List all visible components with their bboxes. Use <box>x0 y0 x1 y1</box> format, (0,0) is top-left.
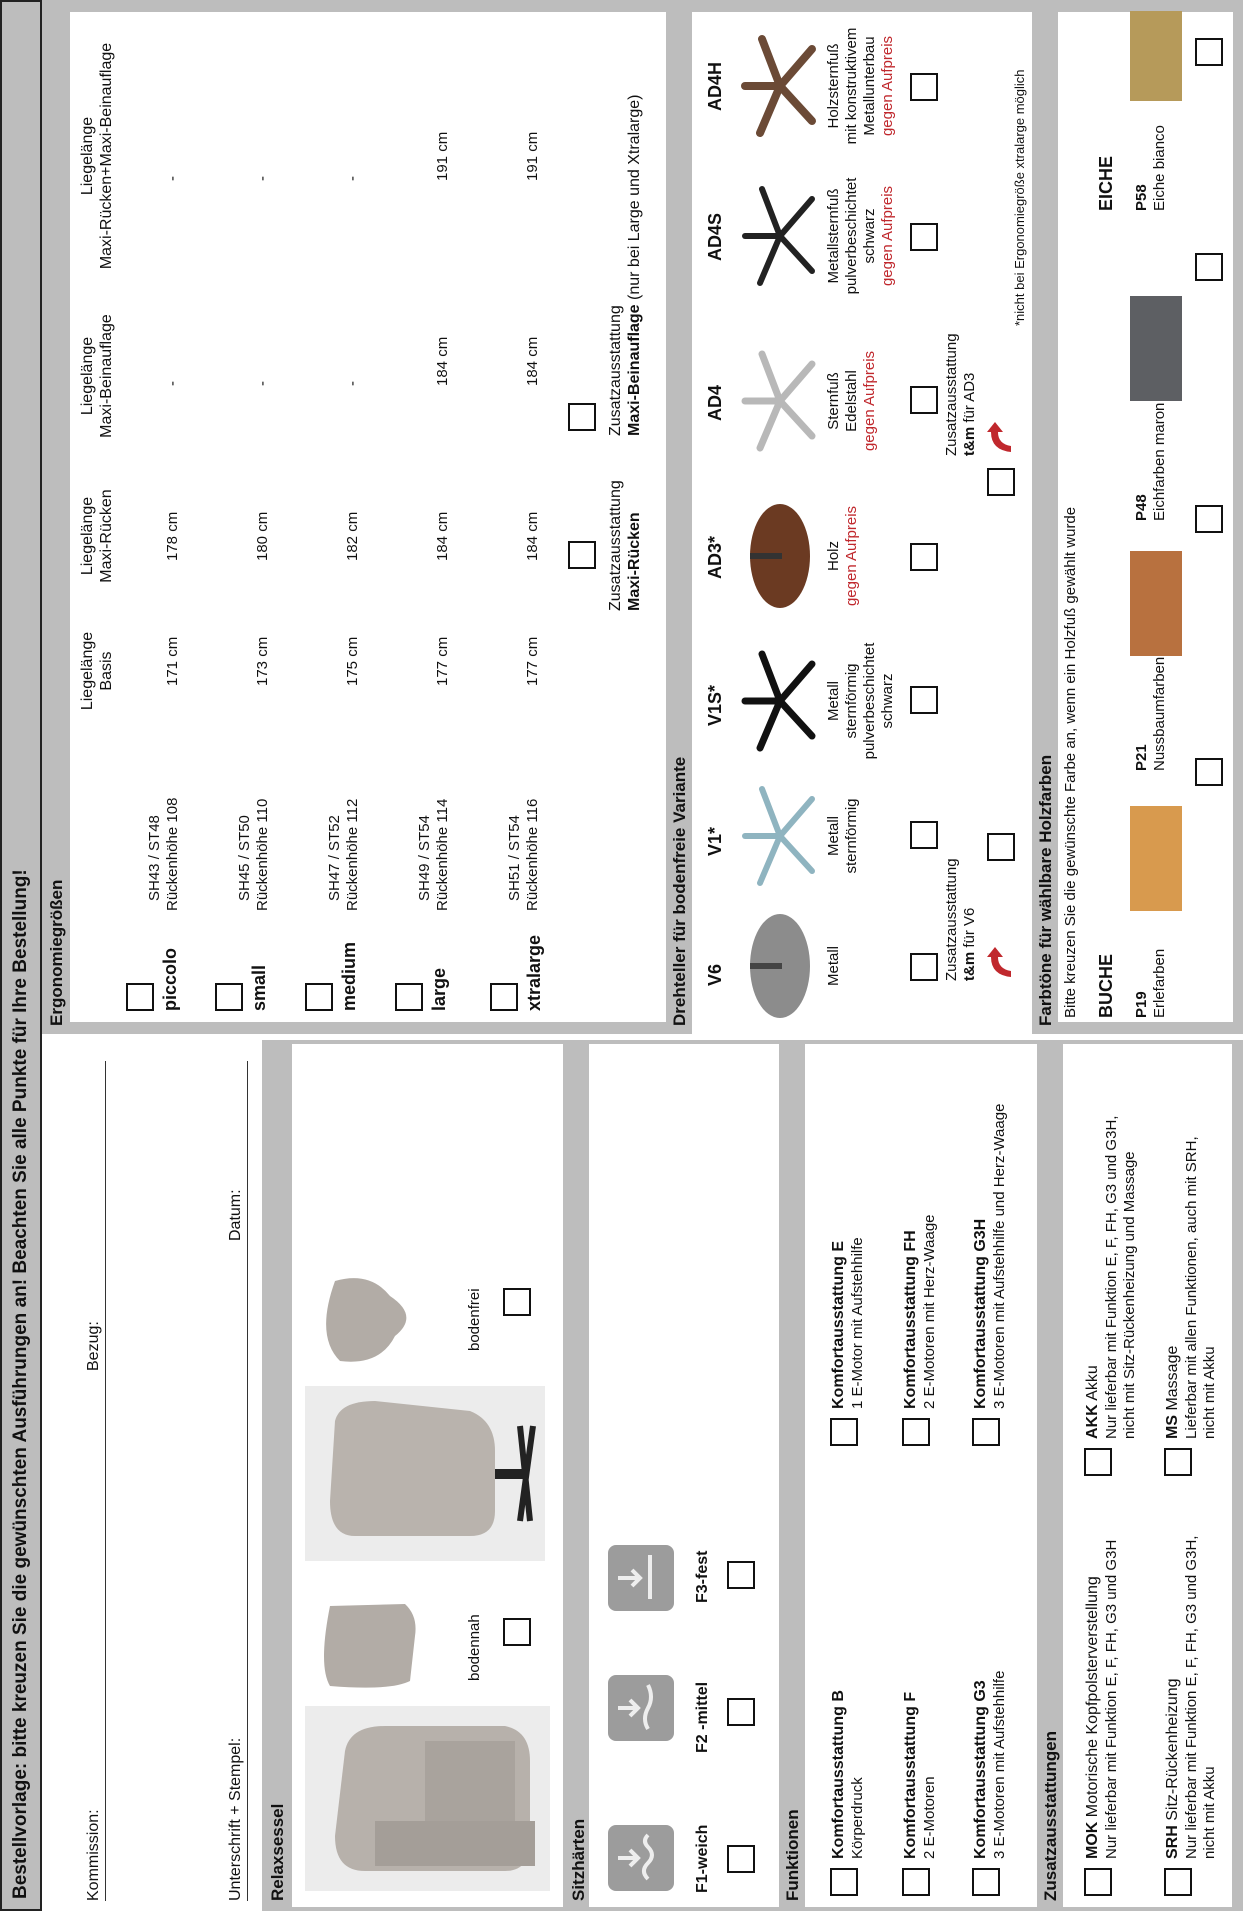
datum-label: Datum: <box>227 1189 244 1241</box>
zusatz-side <box>1063 1907 1243 1911</box>
ad4-desc <box>825 341 879 461</box>
srh-code: SRH <box>1164 1825 1181 1859</box>
p48-checkbox[interactable] <box>1195 253 1223 281</box>
medium-maxi-rb: - <box>344 176 361 181</box>
small-maxi-b: - <box>254 381 271 386</box>
header-title: Bestellvorlage: bitte kreuzen Sie die gewünschten Ausführungen an! Beachten Sie alle Punkte für Ihre Bestellung! <box>10 869 31 1899</box>
komfort-fh-checkbox[interactable] <box>902 1418 930 1446</box>
v1s-code: V1S* <box>705 684 725 726</box>
komfort-e-desc: 1 E-Motor mit Aufstehhilfe <box>849 1237 866 1409</box>
ad4h-desc-1: mit konstruktivem <box>843 27 860 145</box>
ad3-desc-0: Holz <box>825 541 842 572</box>
ad4h-checkbox[interactable] <box>910 73 938 101</box>
xtralarge-label: xtralarge <box>524 934 544 1011</box>
buche-label: BUCHE <box>1096 953 1116 1018</box>
relax-side-r <box>292 1040 567 1044</box>
col-maxi-ruecken-l1: Liegelänge <box>79 496 96 576</box>
f1-checkbox[interactable] <box>727 1845 755 1873</box>
bodenfrei-label: bodenfrei <box>466 1288 483 1351</box>
large-rh: Rückenhöhe 114 <box>434 798 451 911</box>
tm-logo-icon <box>985 941 1015 981</box>
ad3-checkbox[interactable] <box>910 543 938 571</box>
f1-label: F1-weich <box>694 1824 711 1893</box>
maxi-bein-addon <box>606 95 644 437</box>
large-sh: SH49 / ST54 <box>416 815 433 901</box>
bezug-label: Bezug: <box>85 1321 102 1371</box>
p21-name: Nussbaumfarben <box>1151 656 1168 771</box>
zusatz-title: Zusatzausstattungen <box>1041 1730 1060 1901</box>
v6-desc-0: Metall <box>825 946 842 987</box>
komfort-g3-name: Komfortausstattung G3 <box>972 1680 989 1859</box>
p19-checkbox[interactable] <box>1195 758 1223 786</box>
ad4-desc-1: Edelstahl <box>843 370 860 432</box>
maxi-ruecken-checkbox[interactable] <box>568 541 596 569</box>
ad4h-icon <box>740 31 820 141</box>
bodenfrei-checkbox[interactable] <box>503 1288 531 1316</box>
bodennah-checkbox[interactable] <box>503 1618 531 1646</box>
ms-note2: nicht mit Akku <box>1201 1346 1218 1439</box>
akk-code: AKK <box>1084 1404 1101 1439</box>
mok-title <box>1083 1576 1102 1859</box>
small-rh: Rückenhöhe 110 <box>254 798 271 911</box>
ms-name: Massage <box>1164 1345 1181 1411</box>
p58-code: P58 <box>1133 184 1150 211</box>
v1-desc-1: sternförmig <box>843 798 860 874</box>
large-checkbox[interactable] <box>395 983 423 1011</box>
col-maxi-bein-l1: Liegelänge <box>79 336 96 416</box>
farb-subtitle: Bitte kreuzen Sie die gewünschte Farbe an, wenn ein Holzfuß gewählt wurde <box>1062 506 1079 1018</box>
col-basis <box>78 621 116 721</box>
col-maxi-bein-l2: Maxi-Beinauflage <box>98 314 115 438</box>
v1-icon <box>740 781 820 891</box>
f3-label: F3-fest <box>694 1550 711 1603</box>
maxi-bein-checkbox[interactable] <box>568 403 596 431</box>
ad4s-icon <box>740 181 820 291</box>
ad4h-desc-2: Metallunterbau <box>861 36 878 136</box>
piccolo-maxi-rb: - <box>164 176 181 181</box>
small-sh: SH45 / ST50 <box>236 815 253 901</box>
dreh-footnote: *nicht bei Ergonomiegröße xtralarge möglich <box>1012 69 1027 326</box>
v1s-checkbox[interactable] <box>910 686 938 714</box>
ms-title <box>1163 1346 1182 1439</box>
v1s-desc-1: sternförmig <box>843 663 860 739</box>
small-basis: 173 cm <box>254 636 271 686</box>
p58-name: Eiche bianco <box>1151 125 1168 211</box>
ad3-price: gegen Aufpreis <box>843 505 860 607</box>
ad4-code: AD4 <box>705 384 725 421</box>
ad4-desc-0: Sternfuß <box>825 372 842 430</box>
komfort-f-checkbox[interactable] <box>902 1868 930 1896</box>
ad4-price: gegen Aufpreis <box>861 350 878 452</box>
p21-checkbox[interactable] <box>1195 505 1223 533</box>
ad4s-desc <box>825 166 897 306</box>
ergo-title: Ergonomiegrößen <box>47 879 66 1026</box>
p21-swatch <box>1130 551 1182 656</box>
v1s-icon <box>740 646 820 756</box>
large-label: large <box>429 967 449 1011</box>
v1s-desc <box>825 636 897 766</box>
komfort-e-checkbox[interactable] <box>830 1418 858 1446</box>
farb-title: Farbtöne für wählbare Holzfarben <box>1036 754 1055 1026</box>
large-maxi-rb: 191 cm <box>434 131 451 181</box>
ad4h-desc-0: Holzsternfuß <box>825 43 842 129</box>
ad4-icon <box>740 346 820 456</box>
tm-v6-l1: Zusatzausstattung <box>943 858 960 981</box>
maxi-ruecken-addon <box>606 480 644 611</box>
col-maxi-both <box>78 21 116 291</box>
komfort-g3h-name: Komfortausstattung G3H <box>972 1218 989 1409</box>
medium-checkbox[interactable] <box>305 983 333 1011</box>
maxi-bein-addon-l2: Maxi-Beinauflage <box>626 304 643 436</box>
komfort-b-name: Komfortausstattung B <box>830 1690 847 1859</box>
xtralarge-checkbox[interactable] <box>490 983 518 1011</box>
komfort-b-desc: Körperdruck <box>849 1777 866 1859</box>
small-checkbox[interactable] <box>215 983 243 1011</box>
f3-icon <box>608 1545 674 1611</box>
v1s-desc-3: schwarz <box>879 673 896 729</box>
xtralarge-rh: Rückenhöhe 116 <box>524 798 541 911</box>
f1-icon <box>608 1825 674 1891</box>
p48-swatch <box>1130 296 1182 401</box>
piccolo-label: piccolo <box>160 947 180 1011</box>
relax-bar <box>262 1040 292 1911</box>
tm-v6-checkbox[interactable] <box>987 833 1015 861</box>
xtralarge-basis: 177 cm <box>524 636 541 686</box>
right-gap <box>42 1034 1243 1040</box>
p21-code: P21 <box>1133 744 1150 771</box>
medium-maxi-r: 182 cm <box>344 511 361 561</box>
funktionen-bar <box>779 1040 805 1911</box>
srh-checkbox[interactable] <box>1164 1868 1192 1896</box>
piccolo-maxi-r: 178 cm <box>164 511 181 561</box>
v1s-desc-2: pulverbeschichtet <box>861 642 878 760</box>
funktionen-side-r <box>805 1040 1037 1044</box>
ad3-code: AD3* <box>705 535 725 579</box>
komfort-g3-desc: 3 E-Motoren mit Aufstehhilfe <box>991 1670 1008 1859</box>
mok-name: Motorische Kopfpolsterverstellung <box>1084 1576 1101 1818</box>
ms-code: MS <box>1164 1415 1181 1439</box>
p48-code: P48 <box>1133 494 1150 521</box>
komfort-g3h-checkbox[interactable] <box>972 1418 1000 1446</box>
bodenfrei-side <box>310 1266 430 1376</box>
medium-label: medium <box>339 941 359 1011</box>
col-basis-l2: Basis <box>98 651 115 691</box>
tm-ad3-checkbox[interactable] <box>987 468 1015 496</box>
xtralarge-maxi-b: 184 cm <box>524 336 541 386</box>
komfort-b-checkbox[interactable] <box>830 1868 858 1896</box>
piccolo-checkbox[interactable] <box>126 983 154 1011</box>
bodennah-photo <box>305 1706 550 1891</box>
xtralarge-maxi-r: 184 cm <box>524 511 541 561</box>
komfort-e-name: Komfortausstattung E <box>830 1241 847 1409</box>
dreh-title: Drehteller für bodenfreie Variante <box>670 756 689 1026</box>
v1s-desc-0: Metall <box>825 681 842 722</box>
ad3-desc <box>825 496 861 616</box>
v6-icon <box>745 911 815 1021</box>
ms-note: Lieferbar mit allen Funktionen, auch mit SRH, <box>1183 1136 1200 1439</box>
v1-checkbox[interactable] <box>910 821 938 849</box>
unterschrift-label: Unterschrift + Stempel: <box>227 1737 244 1901</box>
zusatz-side-r <box>1063 1040 1243 1044</box>
v1-desc-0: Metall <box>825 816 842 857</box>
ergo-right <box>70 0 666 12</box>
tm-ad3 <box>943 333 979 456</box>
funktionen-title: Funktionen <box>783 1809 802 1901</box>
v6-code: V6 <box>705 963 725 986</box>
sitz-side-r <box>589 1040 779 1044</box>
ad4h-code: AD4H <box>705 61 725 111</box>
srh-note2: nicht mit Akku <box>1201 1766 1218 1859</box>
ad3-icon <box>745 501 815 611</box>
komfort-fh-desc: 2 E-Motoren mit Herz-Waage <box>921 1214 938 1409</box>
komfort-f-desc: 2 E-Motoren <box>921 1776 938 1859</box>
col-basis-l1: Liegelänge <box>79 631 96 711</box>
ad4-checkbox[interactable] <box>910 386 938 414</box>
funktionen-side <box>805 1907 1037 1911</box>
large-basis: 177 cm <box>434 636 451 686</box>
xtralarge-sh: SH51 / ST54 <box>506 815 523 901</box>
medium-rh: Rückenhöhe 112 <box>344 798 361 911</box>
sitz-side <box>589 1907 779 1911</box>
col-maxi-ruecken <box>78 471 116 601</box>
relax-bottom <box>563 1040 589 1911</box>
sitz-title: Sitzhärten <box>569 1818 588 1901</box>
akk-note: Nur lieferbar mit Funktion E, F, FH, G3 und G3H, <box>1103 1115 1120 1439</box>
akk-name: Akku <box>1084 1365 1101 1401</box>
bodennah-label: bodennah <box>466 1614 483 1681</box>
bodennah-side <box>310 1591 425 1696</box>
p19 <box>1133 949 1169 1018</box>
akk-checkbox[interactable] <box>1084 1448 1112 1476</box>
akk-title <box>1083 1365 1102 1439</box>
large-maxi-b: 184 cm <box>434 336 451 386</box>
tm-ad3-l2: t&m <box>961 426 978 456</box>
tm-ad3-l1: Zusatzausstattung <box>943 333 960 456</box>
small-label: small <box>249 964 269 1011</box>
p48 <box>1133 403 1169 521</box>
v6-desc <box>825 916 843 1016</box>
akk-note2: nicht mit Sitz-Rückenheizung und Massage <box>1121 1151 1138 1439</box>
relax-side <box>292 1907 567 1911</box>
ad4s-code: AD4S <box>705 212 725 261</box>
farb-left <box>1058 1022 1243 1034</box>
p48-name: Eichfarben maron <box>1151 402 1168 521</box>
f2-label: F2 -mittel <box>694 1681 711 1753</box>
dreh-right <box>692 0 1032 12</box>
bottom-bar <box>1233 0 1243 1034</box>
komfort-g3h-desc: 3 E-Motoren mit Aufstehhilfe und Herz-Waage <box>991 1103 1008 1409</box>
ergo-left <box>70 1022 666 1034</box>
p19-swatch <box>1130 806 1182 911</box>
srh-name: Sitz-Rückenheizung <box>1164 1678 1181 1821</box>
small-maxi-r: 180 cm <box>254 511 271 561</box>
ad4s-checkbox[interactable] <box>910 223 938 251</box>
tm-v6-l3: für V6 <box>961 907 978 952</box>
maxi-ruecken-addon-l2: Maxi-Rücken <box>626 512 643 611</box>
col-maxi-both-l1: Liegelänge <box>79 116 96 196</box>
bodenfrei-photo <box>305 1386 545 1561</box>
tm-ad3-l3: für AD3 <box>961 372 978 427</box>
mok-code: MOK <box>1084 1821 1101 1859</box>
small-maxi-rb: - <box>254 176 271 181</box>
v1-code: V1* <box>705 826 725 856</box>
ad4s-desc-1: pulverbeschichtet <box>843 177 860 295</box>
tm-v6 <box>943 858 979 981</box>
komfort-f-name: Komfortausstattung F <box>902 1691 919 1859</box>
large-maxi-r: 184 cm <box>434 511 451 561</box>
tm-logo-icon <box>985 416 1015 456</box>
ms-checkbox[interactable] <box>1164 1448 1192 1476</box>
f2-icon <box>608 1675 674 1741</box>
p58-swatch <box>1130 11 1182 101</box>
p19-code: P19 <box>1133 991 1150 1018</box>
piccolo-rh: Rückenhöhe 108 <box>164 797 181 911</box>
col-maxi-bein <box>78 296 116 456</box>
kommission-label: Kommission: <box>85 1809 102 1901</box>
v6-checkbox[interactable] <box>910 953 938 981</box>
p21 <box>1133 657 1169 771</box>
unterschrift-line[interactable] <box>247 1061 248 1901</box>
piccolo-sh: SH43 / ST48 <box>146 815 163 901</box>
srh-title <box>1163 1678 1182 1859</box>
komfort-fh-name: Komfortausstattung FH <box>902 1230 919 1409</box>
ad4s-desc-2: schwarz <box>861 208 878 264</box>
ad4h-price: gegen Aufpreis <box>879 35 896 137</box>
mok-note: Nur lieferbar mit Funktion E, F, FH, G3 und G3H <box>1103 1539 1120 1859</box>
f2-checkbox[interactable] <box>727 1698 755 1726</box>
mok-checkbox[interactable] <box>1084 1868 1112 1896</box>
zusatz-bottom <box>1232 1040 1243 1911</box>
v1-desc <box>825 781 861 891</box>
p58-checkbox[interactable] <box>1195 38 1223 66</box>
ad4s-desc-0: Metallsternfuß <box>825 188 842 284</box>
col-maxi-both-l2: Maxi-Rücken+Maxi-Beinauflage <box>98 42 115 270</box>
kommission-line[interactable] <box>105 1061 106 1901</box>
p58 <box>1133 125 1169 211</box>
maxi-bein-addon-l3: (nur bei Large und Xtralarge) <box>626 94 643 305</box>
medium-maxi-b: - <box>344 381 361 386</box>
tm-v6-l2: t&m <box>961 951 978 981</box>
piccolo-maxi-b: - <box>164 381 181 386</box>
eiche-label: EICHE <box>1096 155 1116 211</box>
relax-title: Relaxsessel <box>268 1803 287 1901</box>
komfort-g3-checkbox[interactable] <box>972 1868 1000 1896</box>
srh-note: Nur lieferbar mit Funktion E, F, FH, G3 und G3H, <box>1183 1535 1200 1859</box>
medium-basis: 175 cm <box>344 636 361 686</box>
p19-name: Erlefarben <box>1151 948 1168 1018</box>
col-maxi-ruecken-l2: Maxi-Rücken <box>98 489 115 583</box>
piccolo-basis: 171 cm <box>164 636 181 686</box>
maxi-bein-addon-l1: Zusatzausstattung <box>607 305 624 436</box>
ad4h-desc <box>825 16 897 156</box>
medium-sh: SH47 / ST52 <box>326 815 343 901</box>
xtralarge-maxi-rb: 191 cm <box>524 131 541 181</box>
maxi-ruecken-addon-l1: Zusatzausstattung <box>607 480 624 611</box>
ad4s-price: gegen Aufpreis <box>879 185 896 287</box>
f3-checkbox[interactable] <box>727 1561 755 1589</box>
